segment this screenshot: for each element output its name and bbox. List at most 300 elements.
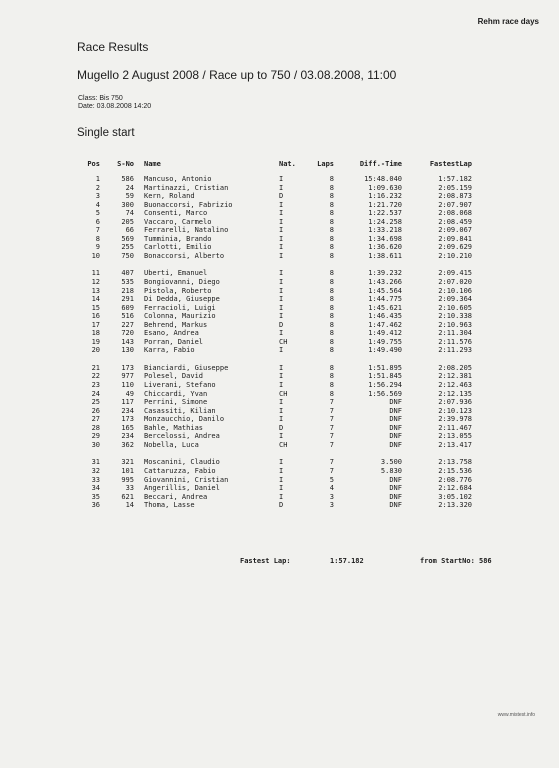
source-url: www.mistest.info <box>497 712 535 718</box>
cell-laps: 8 <box>329 278 334 287</box>
cell-fast: 2:13.417 <box>438 440 472 449</box>
cell-fast: 2:08.205 <box>438 363 472 372</box>
cell-nat: I <box>279 492 284 501</box>
cell-diff: 5.830 <box>380 466 402 475</box>
cell-fast: 2:12.135 <box>438 389 472 398</box>
cell-nat: I <box>279 381 284 390</box>
cell-name: Vaccaro, Carmelo <box>144 217 212 226</box>
cell-pos: 32 <box>91 466 100 475</box>
cell-diff: 1:49.412 <box>368 329 402 338</box>
cell-name: Bercelossi, Andrea <box>144 432 220 441</box>
cell-diff: DNF <box>389 415 402 424</box>
cell-nat: I <box>279 312 284 321</box>
cell-diff: DNF <box>389 398 402 407</box>
cell-diff: DNF <box>389 406 402 415</box>
cell-sno: 143 <box>121 337 134 346</box>
cell-sno: 750 <box>121 251 134 260</box>
cell-nat: I <box>279 183 284 192</box>
cell-name: Liverani, Stefano <box>144 381 216 390</box>
cell-nat: I <box>279 286 284 295</box>
cell-pos: 9 <box>95 243 100 252</box>
cell-sno: 110 <box>121 381 134 390</box>
cell-laps: 8 <box>329 295 334 304</box>
cell-sno: 234 <box>121 432 134 441</box>
cell-diff: 1:56.569 <box>368 389 402 398</box>
cell-sno: 995 <box>121 475 134 484</box>
table-row <box>80 201 490 210</box>
cell-name: Buonaccorsi, Fabrizio <box>144 200 233 209</box>
cell-diff: 1:49.490 <box>368 346 402 355</box>
cell-diff: 1:36.620 <box>368 243 402 252</box>
cell-sno: 33 <box>125 484 134 493</box>
cell-name: Esano, Andrea <box>144 329 199 338</box>
col-header-nat: Nat. <box>279 160 296 168</box>
table-row <box>80 493 490 502</box>
table-row <box>80 235 490 244</box>
cell-nat: I <box>279 432 284 441</box>
cell-name: Angerillis, Daniel <box>144 484 220 493</box>
cell-name: Tumminia, Brando <box>144 234 212 243</box>
table-row <box>80 312 490 321</box>
cell-pos: 18 <box>91 329 100 338</box>
cell-name: Thoma, Lasse <box>144 501 195 510</box>
cell-laps: 8 <box>329 192 334 201</box>
cell-fast: 2:07.936 <box>438 398 472 407</box>
cell-sno: 205 <box>121 217 134 226</box>
cell-fast: 2:10.123 <box>438 406 472 415</box>
cell-pos: 16 <box>91 312 100 321</box>
cell-name: Giovannini, Cristian <box>144 475 229 484</box>
cell-nat: I <box>279 200 284 209</box>
fastest-lap-label: Fastest Lap: <box>240 557 291 565</box>
section-heading: Single start <box>77 127 135 139</box>
cell-laps: 8 <box>329 209 334 218</box>
date-line: Date: 03.08.2008 14:20 <box>78 103 152 110</box>
cell-name: Di Dedda, Giuseppe <box>144 295 220 304</box>
cell-name: Casassiti, Kilian <box>144 406 216 415</box>
cell-pos: 35 <box>91 492 100 501</box>
cell-pos: 3 <box>95 192 100 201</box>
cell-fast: 2:08.873 <box>438 192 472 201</box>
cell-sno: 117 <box>121 398 134 407</box>
cell-nat: D <box>279 320 284 329</box>
table-row <box>80 252 490 261</box>
cell-pos: 24 <box>91 389 100 398</box>
cell-nat: I <box>279 458 284 467</box>
cell-pos: 29 <box>91 432 100 441</box>
cell-laps: 7 <box>329 458 334 467</box>
cell-laps: 8 <box>329 372 334 381</box>
cell-name: Bahle, Mathias <box>144 423 204 432</box>
cell-pos: 19 <box>91 337 100 346</box>
cell-nat: I <box>279 226 284 235</box>
table-row <box>80 184 490 193</box>
cell-laps: 8 <box>329 200 334 209</box>
cell-name: Martinazzi, Cristian <box>144 183 229 192</box>
cell-diff: 1:22.537 <box>368 209 402 218</box>
table-row <box>80 441 490 450</box>
cell-fast: 2:10.210 <box>438 251 472 260</box>
cell-sno: 165 <box>121 423 134 432</box>
table-row <box>80 329 490 338</box>
cell-name: Mancuso, Antonio <box>144 175 212 183</box>
cell-laps: 5 <box>329 475 334 484</box>
cell-pos: 25 <box>91 398 100 407</box>
cell-nat: I <box>279 243 284 252</box>
cell-nat: CH <box>279 389 288 398</box>
cell-fast: 2:09.629 <box>438 243 472 252</box>
cell-nat: I <box>279 475 284 484</box>
cell-diff: 3.500 <box>380 458 402 467</box>
table-row <box>80 415 490 424</box>
cell-pos: 31 <box>91 458 100 467</box>
cell-fast: 2:08.068 <box>438 209 472 218</box>
cell-nat: I <box>279 217 284 226</box>
cell-name: Polesel, David <box>144 372 204 381</box>
cell-laps: 4 <box>329 484 334 493</box>
cell-fast: 2:10.338 <box>438 312 472 321</box>
cell-laps: 8 <box>329 381 334 390</box>
cell-fast: 2:12.684 <box>438 484 472 493</box>
table-row <box>80 346 490 355</box>
cell-pos: 22 <box>91 372 100 381</box>
table-row <box>80 458 490 467</box>
cell-laps: 7 <box>329 398 334 407</box>
cell-laps: 8 <box>329 226 334 235</box>
cell-fast: 2:08.776 <box>438 475 472 484</box>
cell-diff: 1:34.698 <box>368 234 402 243</box>
cell-sno: 291 <box>121 295 134 304</box>
cell-name: Bongiovanni, Diego <box>144 278 220 287</box>
cell-name: Cattaruzza, Fabio <box>144 466 216 475</box>
cell-fast: 1:57.182 <box>438 175 472 183</box>
table-row <box>80 218 490 227</box>
cell-sno: 535 <box>121 278 134 287</box>
cell-name: Porran, Daniel <box>144 337 204 346</box>
cell-pos: 6 <box>95 217 100 226</box>
cell-diff: 1:24.258 <box>368 217 402 226</box>
cell-diff: 1:45.621 <box>368 303 402 312</box>
cell-laps: 8 <box>329 243 334 252</box>
table-row <box>80 467 490 476</box>
cell-name: Ferrarelli, Natalino <box>144 226 229 235</box>
cell-laps: 8 <box>329 346 334 355</box>
cell-nat: D <box>279 501 284 510</box>
cell-pos: 13 <box>91 286 100 295</box>
cell-pos: 27 <box>91 415 100 424</box>
cell-fast: 2:11.467 <box>438 423 472 432</box>
cell-diff: 1:47.462 <box>368 320 402 329</box>
cell-fast: 2:09.841 <box>438 234 472 243</box>
cell-sno: 227 <box>121 320 134 329</box>
cell-nat: I <box>279 398 284 407</box>
cell-diff: 15:48.040 <box>364 175 402 183</box>
table-row <box>80 432 490 441</box>
cell-sno: 977 <box>121 372 134 381</box>
cell-nat: I <box>279 175 284 183</box>
cell-pos: 20 <box>91 346 100 355</box>
cell-nat: I <box>279 303 284 312</box>
table-row <box>80 269 490 278</box>
cell-diff: 1:21.720 <box>368 200 402 209</box>
cell-laps: 8 <box>329 363 334 372</box>
table-row <box>80 476 490 485</box>
cell-fast: 2:12.463 <box>438 381 472 390</box>
cell-pos: 10 <box>91 251 100 260</box>
cell-pos: 23 <box>91 381 100 390</box>
cell-nat: I <box>279 406 284 415</box>
cell-name: Moscanini, Claudio <box>144 458 220 467</box>
table-row <box>80 321 490 330</box>
cell-fast: 2:07.020 <box>438 278 472 287</box>
cell-sno: 586 <box>121 175 134 183</box>
table-row <box>80 295 490 304</box>
col-header-sno: S-No <box>117 160 134 168</box>
cell-sno: 130 <box>121 346 134 355</box>
cell-fast: 2:10.106 <box>438 286 472 295</box>
cell-laps: 7 <box>329 423 334 432</box>
cell-nat: I <box>279 269 284 278</box>
cell-diff: 1:49.755 <box>368 337 402 346</box>
cell-name: Bianciardi, Giuseppe <box>144 363 229 372</box>
cell-laps: 3 <box>329 492 334 501</box>
cell-sno: 101 <box>121 466 134 475</box>
cell-sno: 59 <box>125 192 134 201</box>
cell-sno: 66 <box>125 226 134 235</box>
cell-nat: D <box>279 423 284 432</box>
cell-fast: 2:12.381 <box>438 372 472 381</box>
table-row <box>80 287 490 296</box>
cell-laps: 8 <box>329 337 334 346</box>
cell-laps: 8 <box>329 175 334 183</box>
table-row <box>80 484 490 493</box>
cell-diff: DNF <box>389 432 402 441</box>
cell-diff: 1:09.630 <box>368 183 402 192</box>
cell-name: Chiccardi, Yvan <box>144 389 208 398</box>
cell-name: Monzaucchio, Danilo <box>144 415 225 424</box>
cell-laps: 8 <box>329 329 334 338</box>
cell-laps: 3 <box>329 501 334 510</box>
cell-nat: I <box>279 278 284 287</box>
cell-name: Carlotti, Emilio <box>144 243 212 252</box>
cell-diff: 1:51.895 <box>368 363 402 372</box>
cell-name: Karra, Fabio <box>144 346 195 355</box>
cell-diff: 1:45.564 <box>368 286 402 295</box>
cell-diff: 1:46.435 <box>368 312 402 321</box>
cell-laps: 8 <box>329 251 334 260</box>
cell-pos: 8 <box>95 234 100 243</box>
cell-laps: 7 <box>329 466 334 475</box>
cell-pos: 5 <box>95 209 100 218</box>
cell-nat: I <box>279 209 284 218</box>
cell-diff: DNF <box>389 423 402 432</box>
table-row <box>80 398 490 407</box>
cell-laps: 8 <box>329 217 334 226</box>
cell-sno: 234 <box>121 406 134 415</box>
cell-pos: 17 <box>91 320 100 329</box>
cell-diff: 1:39.232 <box>368 269 402 278</box>
cell-pos: 7 <box>95 226 100 235</box>
cell-name: Uberti, Emanuel <box>144 269 208 278</box>
table-row <box>80 175 490 184</box>
cell-diff: 1:44.775 <box>368 295 402 304</box>
cell-laps: 8 <box>329 183 334 192</box>
cell-nat: I <box>279 466 284 475</box>
cell-fast: 2:09.364 <box>438 295 472 304</box>
cell-sno: 218 <box>121 286 134 295</box>
cell-diff: 1:38.611 <box>368 251 402 260</box>
event-subtitle: Mugello 2 August 2008 / Race up to 750 / 03.08.2008, 11:00 <box>77 68 397 82</box>
cell-laps: 7 <box>329 432 334 441</box>
table-row <box>80 390 490 399</box>
cell-fast: 2:13.320 <box>438 501 472 510</box>
cell-name: Nobella, Luca <box>144 440 199 449</box>
cell-nat: I <box>279 372 284 381</box>
cell-sno: 407 <box>121 269 134 278</box>
cell-nat: I <box>279 251 284 260</box>
table-row <box>80 226 490 235</box>
cell-sno: 720 <box>121 329 134 338</box>
cell-sno: 362 <box>121 440 134 449</box>
cell-pos: 21 <box>91 363 100 372</box>
cell-nat: I <box>279 329 284 338</box>
brand-name: Rehm race days <box>477 17 539 26</box>
cell-diff: DNF <box>389 475 402 484</box>
cell-fast: 2:10.963 <box>438 320 472 329</box>
cell-sno: 24 <box>125 183 134 192</box>
cell-diff: 1:16.232 <box>368 192 402 201</box>
cell-laps: 8 <box>329 320 334 329</box>
col-header-laps: Laps <box>317 160 334 168</box>
cell-sno: 74 <box>125 209 134 218</box>
cell-laps: 8 <box>329 234 334 243</box>
group-separator <box>80 355 490 364</box>
cell-fast: 2:07.907 <box>438 200 472 209</box>
cell-sno: 321 <box>121 458 134 467</box>
cell-name: Pistola, Roberto <box>144 286 212 295</box>
cell-fast: 2:39.978 <box>438 415 472 424</box>
table-row <box>80 501 490 510</box>
table-row <box>80 209 490 218</box>
cell-sno: 173 <box>121 363 134 372</box>
cell-fast: 3:05.102 <box>438 492 472 501</box>
cell-pos: 14 <box>91 295 100 304</box>
cell-diff: DNF <box>389 501 402 510</box>
cell-nat: I <box>279 346 284 355</box>
cell-pos: 2 <box>95 183 100 192</box>
cell-pos: 11 <box>91 269 100 278</box>
cell-sno: 49 <box>125 389 134 398</box>
cell-fast: 2:11.304 <box>438 329 472 338</box>
table-row <box>80 407 490 416</box>
table-header <box>80 158 490 170</box>
cell-pos: 36 <box>91 501 100 510</box>
fastest-lap-startno: from StartNo: 586 <box>420 557 492 565</box>
cell-sno: 609 <box>121 303 134 312</box>
group-separator <box>80 449 490 458</box>
cell-fast: 2:08.459 <box>438 217 472 226</box>
cell-name: Bonaccorsi, Alberto <box>144 251 225 260</box>
cell-fast: 2:09.067 <box>438 226 472 235</box>
table-row <box>80 304 490 313</box>
table-row <box>80 243 490 252</box>
table-row <box>80 424 490 433</box>
results-table <box>80 158 490 510</box>
cell-sno: 173 <box>121 415 134 424</box>
cell-laps: 8 <box>329 286 334 295</box>
cell-nat: I <box>279 484 284 493</box>
cell-nat: CH <box>279 440 288 449</box>
page-title: Race Results <box>77 40 149 54</box>
table-row <box>80 372 490 381</box>
cell-fast: 2:11.576 <box>438 337 472 346</box>
cell-fast: 2:13.758 <box>438 458 472 467</box>
cell-sno: 621 <box>121 492 134 501</box>
col-header-diff: Diff.-Time <box>359 160 402 168</box>
cell-nat: I <box>279 234 284 243</box>
cell-diff: 1:33.218 <box>368 226 402 235</box>
cell-fast: 2:09.415 <box>438 269 472 278</box>
cell-pos: 15 <box>91 303 100 312</box>
table-row <box>80 364 490 373</box>
cell-fast: 2:13.055 <box>438 432 472 441</box>
cell-name: Colonna, Maurizio <box>144 312 216 321</box>
cell-nat: D <box>279 192 284 201</box>
cell-fast: 2:05.159 <box>438 183 472 192</box>
group-separator <box>80 260 490 269</box>
table-row <box>80 338 490 347</box>
cell-laps: 7 <box>329 440 334 449</box>
cell-pos: 34 <box>91 484 100 493</box>
cell-sno: 14 <box>125 501 134 510</box>
col-header-name: Name <box>144 160 161 168</box>
cell-sno: 255 <box>121 243 134 252</box>
table-row <box>80 192 490 201</box>
cell-fast: 2:15.536 <box>438 466 472 475</box>
cell-diff: 1:56.294 <box>368 381 402 390</box>
cell-laps: 7 <box>329 406 334 415</box>
table-row <box>80 381 490 390</box>
cell-diff: DNF <box>389 440 402 449</box>
cell-pos: 26 <box>91 406 100 415</box>
cell-sno: 516 <box>121 312 134 321</box>
cell-diff: DNF <box>389 484 402 493</box>
cell-pos: 28 <box>91 423 100 432</box>
cell-name: Beccari, Andrea <box>144 492 208 501</box>
table-row <box>80 278 490 287</box>
cell-name: Consenti, Marco <box>144 209 208 218</box>
cell-sno: 300 <box>121 200 134 209</box>
cell-pos: 12 <box>91 278 100 287</box>
fastest-lap-time: 1:57.182 <box>330 557 364 565</box>
cell-name: Ferracioli, Luigi <box>144 303 216 312</box>
cell-laps: 7 <box>329 415 334 424</box>
col-header-pos: Pos <box>87 160 100 168</box>
cell-laps: 8 <box>329 312 334 321</box>
cell-pos: 33 <box>91 475 100 484</box>
cell-nat: I <box>279 363 284 372</box>
cell-name: Behrend, Markus <box>144 320 208 329</box>
cell-fast: 2:11.293 <box>438 346 472 355</box>
cell-pos: 30 <box>91 440 100 449</box>
col-header-fastest: FastestLap <box>429 160 472 168</box>
cell-laps: 8 <box>329 269 334 278</box>
cell-name: Perrini, Simone <box>144 398 208 407</box>
cell-sno: 569 <box>121 234 134 243</box>
cell-diff: 1:43.266 <box>368 278 402 287</box>
cell-fast: 2:10.605 <box>438 303 472 312</box>
cell-name: Kern, Roland <box>144 192 195 201</box>
